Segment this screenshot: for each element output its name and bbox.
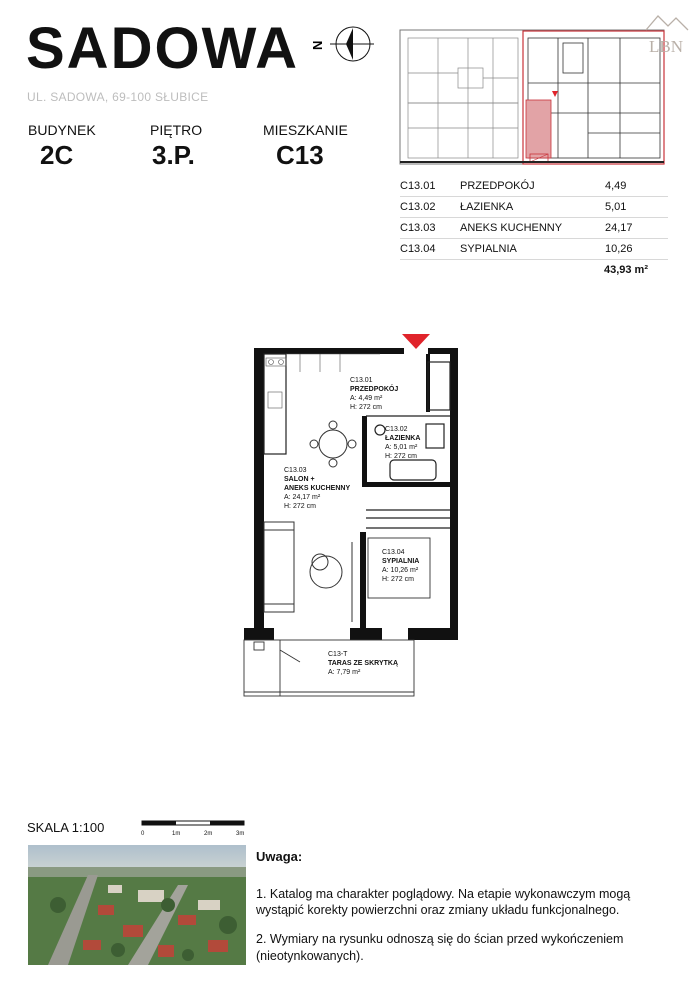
- plan-label-name: SALON +: [284, 476, 315, 483]
- compass-north-letter: N: [310, 40, 325, 50]
- apartment-label: MIESZKANIE: [263, 122, 348, 138]
- apartment-value: C13: [276, 140, 324, 170]
- plan-label-code: C13.04: [382, 549, 405, 556]
- building-label: BUDYNEK: [28, 122, 96, 138]
- room-row: [400, 197, 668, 218]
- logo-text: LBN: [649, 37, 683, 56]
- scale-label: SKALA 1:100: [27, 820, 105, 835]
- compass-icon: [310, 24, 376, 64]
- plan-label-name: PRZEDPOKÓJ: [350, 386, 399, 393]
- room-name: SYPIALNIA: [460, 243, 517, 255]
- lbn-logo-icon: [640, 8, 692, 58]
- floor-label: PIĘTRO: [150, 122, 203, 138]
- plan-label-height: H: 272 cm: [385, 453, 417, 460]
- scale-tick: 1m: [172, 831, 181, 837]
- highlighted-apartment: [526, 100, 551, 158]
- room-area: 24,17: [605, 222, 633, 234]
- note-title: Uwaga:: [256, 849, 303, 864]
- project-address: UL. SADOWA, 69-100 SŁUBICE: [27, 90, 209, 104]
- plan-label-name: ŁAZIENKA: [385, 435, 421, 442]
- room-area: 5,01: [605, 201, 627, 213]
- room-code: C13.01: [400, 180, 436, 192]
- plan-label-height: H: 272 cm: [284, 503, 316, 510]
- room-name: ŁAZIENKA: [460, 201, 514, 213]
- room-name: PRZEDPOKÓJ: [460, 180, 535, 192]
- room-row: [400, 218, 668, 239]
- room-row: [400, 176, 668, 197]
- plan-label-code: C13.03: [284, 467, 307, 474]
- plan-label-area: A: 4,49 m²: [350, 395, 383, 402]
- plan-label-area: A: 24,17 m²: [284, 494, 321, 501]
- room-code: C13.04: [400, 243, 436, 255]
- plan-label-area: A: 10,26 m²: [382, 567, 419, 574]
- room-name: ANEKS KUCHENNY: [460, 222, 563, 234]
- room-row: [400, 239, 668, 260]
- scale-tick: 3m: [236, 831, 245, 837]
- floor-key-plan: [398, 28, 668, 168]
- aerial-location-photo: [28, 845, 246, 965]
- room-area-table: [400, 176, 668, 276]
- total-area: 43,93 m²: [603, 264, 648, 276]
- apartment-floor-plan: [240, 332, 470, 702]
- building-value: 2C: [40, 140, 74, 170]
- room-code: C13.03: [400, 222, 436, 234]
- plan-label-height: H: 272 cm: [382, 576, 414, 583]
- plan-label-name: TARAS ZE SKRYTKĄ: [328, 660, 398, 667]
- scale-tick: 2m: [204, 831, 213, 837]
- note-paragraph-2: 2. Wymiary na rysunku odnoszą się do ścian przed wykończeniem (nieotynkowanych).: [256, 932, 624, 964]
- plan-label-code: C13.01: [350, 377, 373, 384]
- entrance-marker-icon: [402, 334, 430, 349]
- disclaimer-note: [256, 848, 681, 977]
- project-title: SADOWA: [26, 16, 299, 81]
- room-area: 10,26: [605, 243, 633, 255]
- plan-label-height: H: 272 cm: [350, 404, 382, 411]
- scale-tick: 0: [141, 831, 145, 837]
- plan-label-code: C13.02: [385, 426, 408, 433]
- scale-bar: [140, 817, 250, 837]
- plan-label-name: ANEKS KUCHENNY: [284, 485, 351, 492]
- note-paragraph-1: 1. Katalog ma charakter poglądowy. Na etapie wykonawczym mogą wystąpić korekty powierzchni oraz zmiany układu funkcjonalnego.: [256, 886, 631, 918]
- room-code: C13.02: [400, 201, 436, 213]
- plan-label-area: A: 5,01 m²: [385, 444, 418, 451]
- plan-label-area: A: 7,79 m²: [328, 669, 361, 676]
- floor-value: 3.P.: [152, 140, 195, 170]
- plan-label-code: C13-T: [328, 651, 348, 658]
- room-area: 4,49: [605, 180, 627, 192]
- plan-label-name: SYPIALNIA: [382, 558, 420, 565]
